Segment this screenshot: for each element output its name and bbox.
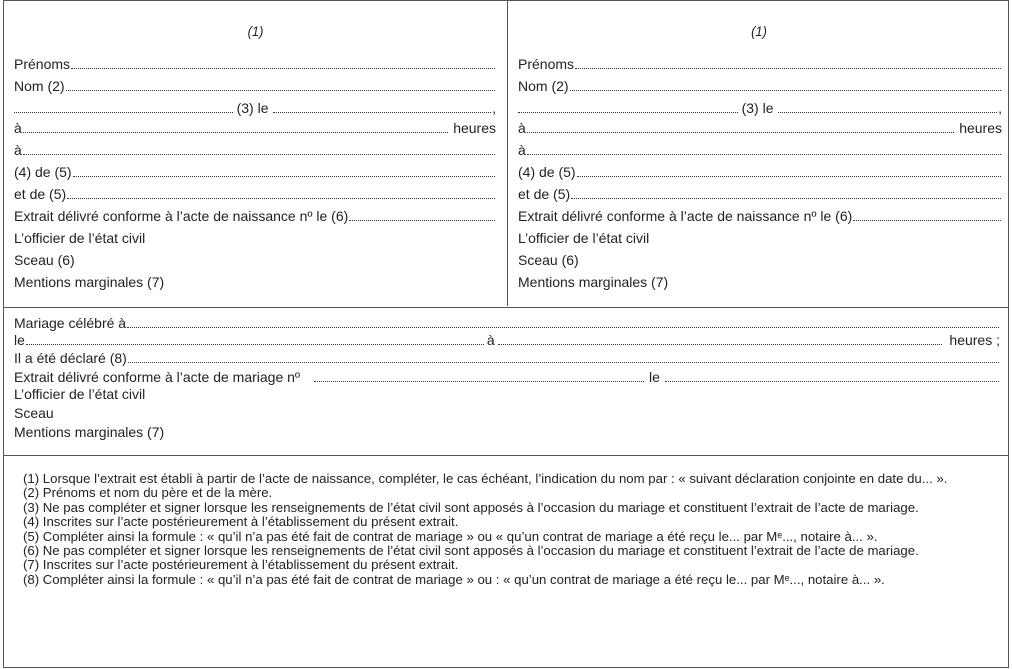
left-parent2-row [14,186,496,203]
left-nom-row [14,78,496,95]
left-prenoms-label: Prénoms [14,56,71,72]
mariage-extrait-label: Extrait délivré conforme à l’acte de mariage nº [14,369,301,385]
mariage-mentions: Mentions marginales (7) [14,424,165,440]
footnote-6: (6) Ne pas compléter et signer lorsque les renseignements de l’état civil sont apposés à l’occasion du mariage et constituent l’extrait de l’acte de mariage. [23,543,919,559]
left-extrait-row [14,208,496,225]
left-parent2-field[interactable] [67,187,495,199]
right-a-label: à [518,120,526,136]
section-divider-top [4,307,1008,308]
left-heures-label: heures [453,120,496,136]
mariage-extrait-date-field[interactable] [665,370,999,382]
mariage-acte-field[interactable] [314,370,644,382]
right-extrait-row [518,208,1002,225]
right-header: (1) [751,23,767,39]
right-birth-extract [508,1,1010,306]
right-place-row [518,142,1002,159]
mariage-heures-label: heures ; [949,332,1000,348]
right-parent1-row [518,164,1002,181]
left-date-field[interactable] [273,101,492,113]
right-sceau: Sceau (6) [518,252,579,268]
right-pre-date-field[interactable] [518,101,738,113]
left-birth-extract [4,1,508,306]
left-date-row: (3) le , [14,100,496,117]
right-mentions: Mentions marginales (7) [518,274,669,290]
left-parent1-label: (4) de (5) [14,164,72,180]
right-nom-row [518,78,1002,95]
right-time-row [518,120,1002,137]
left-mentions: Mentions marginales (7) [14,274,165,290]
mariage-extrait-row [14,369,1000,386]
right-extrait-field[interactable] [853,209,1001,221]
left-place-field[interactable] [23,143,495,155]
footnote-2: (2) Prénoms et nom du père et de la mère. [23,485,273,501]
mariage-sceau: Sceau [14,405,54,421]
right-prenoms-label: Prénoms [518,56,575,72]
extrait-form [3,0,1009,668]
left-pre-date-field[interactable] [14,101,233,113]
footnote-7: (7) Inscrites sur l’acte postérieurement à l’établissement du présent extrait. [23,557,459,573]
left-prenoms-field[interactable] [71,57,495,69]
left-time-field[interactable] [23,121,448,133]
mariage-date-field[interactable] [26,333,484,345]
mariage-celebre-label: Mariage célébré à [14,315,127,331]
right-parent2-label: et de (5) [518,186,571,202]
right-a2-label: à [518,142,526,158]
footnote-1: (1) Lorsque l’extrait est établi à partir de l’acte de naissance, compléter, le cas échéant, l’indication du nom par : « suivant déclaration conjointe en date du... ». [23,471,948,486]
mariage-le2-label: le [649,369,660,385]
footnote-4: (4) Inscrites sur l’acte postérieurement à l’établissement du présent extrait. [23,514,459,530]
left-officier: L’officier de l’état civil [14,230,146,246]
mariage-officier: L’officier de l’état civil [14,386,146,402]
right-extrait-label: Extrait délivré conforme à l’acte de naissance nº le (6) [518,208,853,224]
left-three-le-label: (3) le [236,100,269,116]
mariage-time-field[interactable] [498,333,943,345]
right-date-field[interactable] [778,101,998,113]
left-time-row [14,120,496,137]
mariage-a-label: à [486,332,495,348]
footnote-8: (8) Compléter ainsi la formule : « qu’il n’a pas été fait de contrat de mariage » ou : « qu’un contrat de mariage a été reçu le... par Mᵉ..., notaire à... ». [23,571,885,587]
mariage-le-label: le [14,332,25,348]
left-parent1-field[interactable] [73,165,495,177]
right-nom-label: Nom (2) [518,78,569,94]
right-parent1-label: (4) de (5) [518,164,576,180]
footnote-3: (3) Ne pas compléter et signer lorsque les renseignements de l’état civil sont apposés à l’occasion du mariage et constituent l’extrait de l’acte de mariage. [23,499,919,515]
right-place-field[interactable] [527,143,1001,155]
right-heures-label: heures [959,120,1002,136]
left-nom-field[interactable] [66,79,495,91]
right-parent2-row [518,186,1002,203]
right-parent1-field[interactable] [577,165,1001,177]
mariage-date-row [14,332,1000,349]
right-officier: L’officier de l’état civil [518,230,650,246]
right-date-row: (3) le , [518,100,1002,117]
left-a-label: à [14,120,22,136]
left-header: (1) [247,23,264,39]
left-nom-label: Nom (2) [14,78,65,94]
section-divider-notes [4,455,1008,456]
footnote-5: (5) Compléter ainsi la formule : « qu’il n’a pas été fait de contrat de mariage » ou « qu’un contrat de mariage a été reçu le... par Mᵉ..., notaire à... ». [23,528,878,544]
mariage-place-field[interactable] [127,316,999,328]
right-prenoms-field[interactable] [575,57,1001,69]
right-prenoms-row [518,56,1002,73]
mariage-declare-field[interactable] [128,351,999,363]
mariage-declare-row [14,350,1000,367]
left-parent2-label: et de (5) [14,186,67,202]
right-time-field[interactable] [527,121,954,133]
right-three-le-label: (3) le [741,100,774,116]
left-place-row [14,142,496,159]
right-nom-field[interactable] [570,79,1001,91]
left-parent1-row [14,164,496,181]
left-extrait-field[interactable] [349,209,495,221]
left-extrait-label: Extrait délivré conforme à l’acte de naissance nº le (6) [14,208,349,224]
left-a2-label: à [14,142,22,158]
right-parent2-field[interactable] [571,187,1001,199]
left-prenoms-row [14,56,496,73]
footnotes [23,472,1001,587]
left-sceau: Sceau (6) [14,252,75,268]
mariage-declare-label: Il a été déclaré (8) [14,350,127,366]
mariage-celebre-row [14,315,1000,332]
